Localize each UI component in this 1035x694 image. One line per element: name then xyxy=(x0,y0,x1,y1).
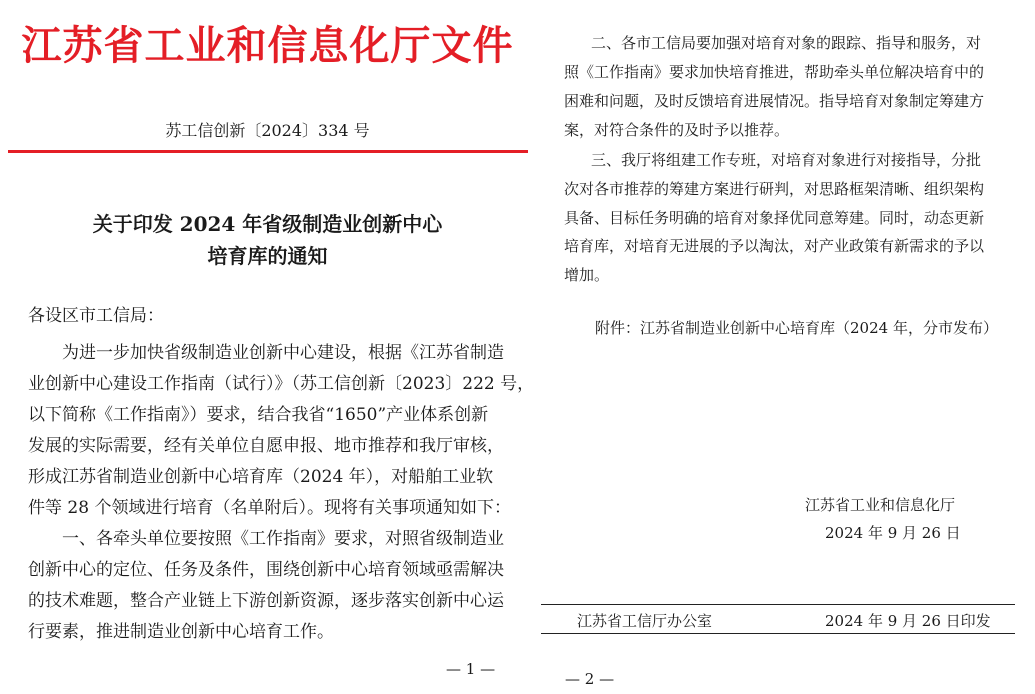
body-line: 照《工作指南》要求加快培育推进，帮助牵头单位解决培育中的 xyxy=(564,63,985,81)
body-line: 三、我厅将组建工作专班，对培育对象进行对接指导，分批 xyxy=(591,151,982,169)
red-separator-line xyxy=(8,150,528,153)
body-line: 案，对符合条件的及时予以推荐。 xyxy=(564,121,790,139)
body-line: 创新中心的定位、任务及条件，围绕创新中心培育领域亟需解决 xyxy=(28,560,504,580)
page-number: — 1 — xyxy=(446,660,496,678)
body-line: 的技术难题，整合产业链上下游创新资源，逐步落实创新中心运 xyxy=(28,591,504,611)
document-page-2 xyxy=(535,0,1035,694)
notice-title-line-2: 培育库的通知 xyxy=(207,244,328,268)
body-line: 困难和问题，及时反馈培育进展情况。指导培育对象制定筹建方 xyxy=(564,92,985,110)
body-line: 行要素，推进制造业创新中心培育工作。 xyxy=(28,622,334,642)
body-line: 以下简称《工作指南》）要求，结合我省“1650”产业体系创新 xyxy=(28,405,489,425)
notice-title-line-1: 关于印发 2024 年省级制造业创新中心 xyxy=(92,212,443,236)
footer-top-rule xyxy=(541,604,1015,605)
signature-date: 2024 年 9 月 26 日 xyxy=(825,524,961,542)
body-line: 件等 28 个领域进行培育（名单附后）。现将有关事项通知如下： xyxy=(28,498,511,518)
footer-print-date: 2024 年 9 月 26 日印发 xyxy=(825,612,991,630)
signature-organization: 江苏省工业和信息化厅 xyxy=(805,496,956,514)
body-line: 发展的实际需要，经有关单位自愿申报、地市推荐和我厅审核， xyxy=(28,436,504,456)
body-line: 二、各市工信局要加强对培育对象的跟踪、指导和服务，对 xyxy=(591,34,982,52)
body-line: 一、各牵头单位要按照《工作指南》要求，对照省级制造业 xyxy=(62,529,504,549)
body-line: 为进一步加快省级制造业创新中心建设，根据《江苏省制造 xyxy=(62,343,504,363)
footer-bottom-rule xyxy=(541,633,1015,634)
body-line: 业创新中心建设工作指南（试行）》（苏工信创新〔2023〕222 号， xyxy=(28,374,535,394)
body-line: 具备、目标任务明确的培育对象择优同意筹建。同时，动态更新 xyxy=(564,209,985,227)
document-number: 苏工信创新〔2024〕334 号 xyxy=(165,121,370,140)
issuer-red-header: 江苏省工业和信息化厅文件 xyxy=(21,22,514,69)
body-line: 培育库，对培育无进展的予以淘汰，对产业政策有新需求的予以 xyxy=(564,237,985,255)
body-line: 形成江苏省制造业创新中心培育库（2024 年），对船舶工业软 xyxy=(28,467,494,487)
page-number: — 2 — xyxy=(565,670,615,688)
attachment-note: 附件：江苏省制造业创新中心培育库（2024 年，分市发布） xyxy=(595,319,998,337)
body-line: 次对各市推荐的筹建方案进行研判，对思路框架清晰、组织架构 xyxy=(564,180,985,198)
body-line: 增加。 xyxy=(564,266,610,284)
salutation: 各设区市工信局： xyxy=(28,306,164,326)
footer-issuing-office: 江苏省工信厅办公室 xyxy=(577,612,713,630)
